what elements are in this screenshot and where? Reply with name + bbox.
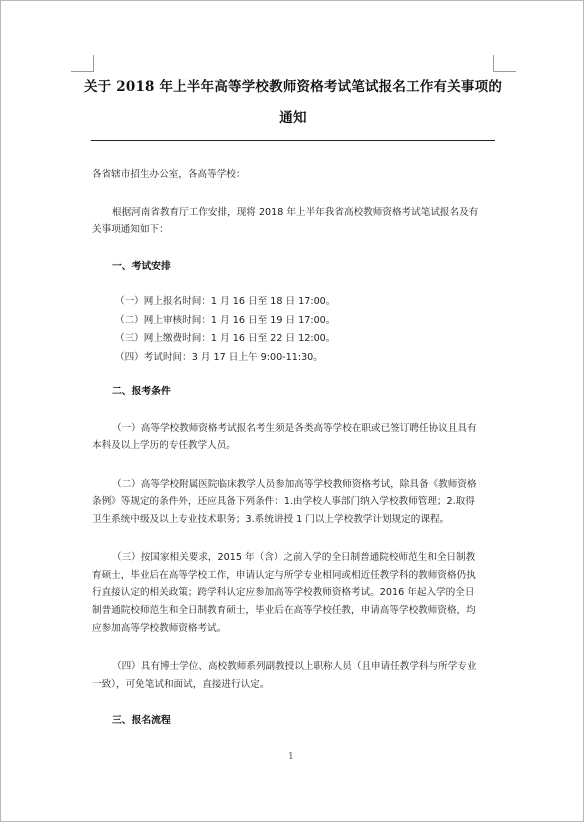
salutation: 各省辖市招生办公室，各高等学校：: [92, 169, 246, 180]
page-corner-mark-top-left: [71, 55, 94, 72]
condition-1-line: （一）高等学校教师资格考试报名考生须是各类高等学校在职或已签订聘任协议且具有: [112, 423, 477, 434]
document-title-line-1: 关于 2018 年上半年高等学校教师资格考试笔试报名工作有关事项的: [83, 79, 503, 95]
schedule-item: （二）网上审核时间：1 月 16 日至 19 日 17:00。: [115, 315, 336, 326]
condition-3-line: 应参加高等学校教师资格考试。: [92, 623, 227, 634]
condition-3-line: 行直接认定的相关政策；跨学科认定应参加高等学校教师资格考试。2016 年起入学的全日: [92, 587, 475, 598]
condition-3-line: （三）按国家相关要求，2015 年（含）之前入学的全日制普通院校师范生和全日制教: [112, 552, 476, 563]
intro-line-1: 根据河南省教育厅工作安排，现将 2018 年上半年我省高校教师资格考试笔试报名及有: [112, 207, 479, 218]
condition-2-line: （二）高等学校附属医院临床教学人员参加高等学校教师资格考试，除具备《教师资格: [112, 479, 477, 490]
condition-3-line: 制普通院校师范生和全日制教育硕士，毕业后在高等学校任教，申请高等学校教师资格，均: [92, 605, 476, 616]
condition-2-line: 卫生系统中级及以上专业技术职务；3.系统讲授 1 门以上学校教学计划规定的课程。: [92, 514, 450, 525]
schedule-item: （一）网上报名时间：1 月 16 日至 18 日 17:00。: [115, 296, 336, 307]
schedule-item: （四）考试时间：3 月 17 日上午 9:00-11:30。: [115, 352, 323, 363]
condition-4-line: （四）具有博士学位、高校教师系列副教授以上职称人员（且申请任教学科与所学专业: [112, 661, 477, 672]
document-title-line-2: 通知: [279, 110, 307, 126]
section-2-heading: 二、报考条件: [112, 386, 171, 397]
page-number: 1: [288, 752, 294, 762]
section-3-heading: 三、报名流程: [112, 715, 171, 726]
condition-2-line: 条例》等规定的条件外，还应具备下列条件：1.由学校人事部门纳入学校教师管理；2.取得: [92, 496, 475, 507]
section-1-heading: 一、考试安排: [112, 261, 171, 272]
title-divider: [91, 140, 495, 141]
condition-3-line: 育硕士，毕业后在高等学校工作，申请认定与所学专业相同或相近任教学科的教师资格仍执: [92, 570, 476, 581]
condition-4-line: 一致），可免笔试和面试，直接进行认定。: [92, 679, 270, 690]
schedule-item: （三）网上缴费时间：1 月 16 日至 22 日 12:00。: [115, 333, 336, 344]
page-corner-mark-top-right: [493, 55, 516, 72]
intro-line-2: 关事项通知如下：: [92, 224, 169, 235]
condition-1-line: 本科及以上学历的专任教学人员。: [92, 440, 236, 451]
